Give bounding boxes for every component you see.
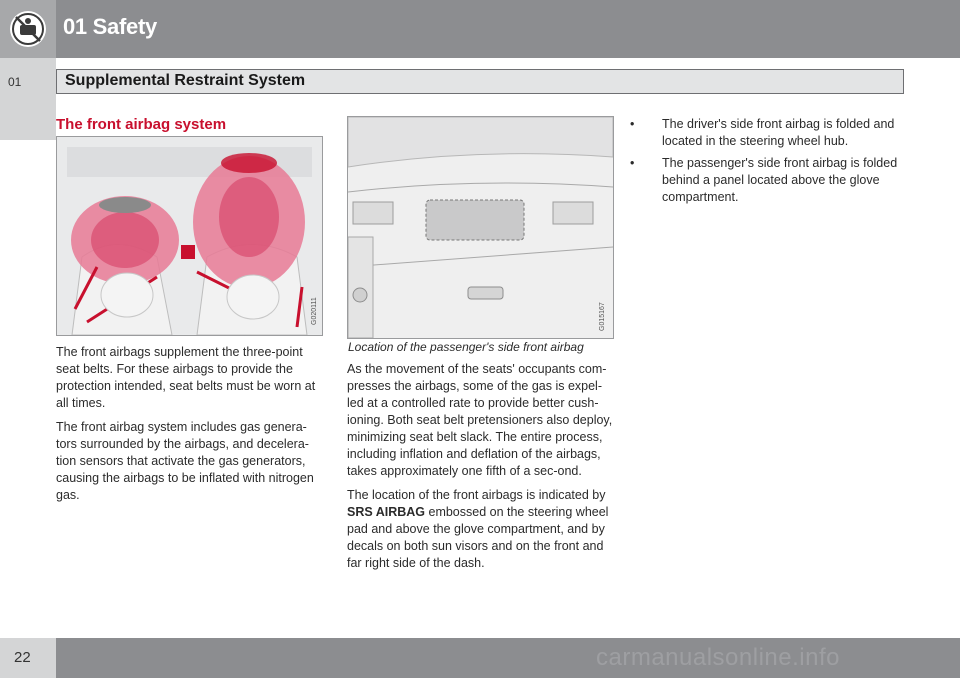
- airbag-illustration-drawing: [57, 137, 322, 335]
- paragraph: The front airbag system includes gas genera-tors surrounded by the airbags, and decelera-tion sensors that activate the gas generators, causing the airbags to be inflated with nitrogen gas.: [56, 420, 314, 502]
- list-item: [624, 155, 908, 206]
- dashboard-illustration: [347, 116, 614, 339]
- front-airbag-heading: The front airbag system: [56, 116, 227, 133]
- bullet-icon: •: [630, 156, 635, 170]
- section-title: Supplemental Restraint System: [65, 72, 306, 89]
- list-item: [624, 116, 908, 150]
- bullet-text: The driver's side front airbag is folded and located in the steering wheel hub.: [662, 117, 895, 148]
- side-tab: [0, 58, 56, 140]
- airbag-illustration: [56, 136, 323, 336]
- paragraph-text: The location of the front airbags is indicated by: [347, 488, 606, 502]
- chapter-icon-box: [0, 0, 56, 58]
- paragraph: [347, 487, 615, 572]
- bullet-text: The passenger's side front airbag is folded behind a panel located above the glove compartment.: [662, 156, 898, 204]
- page-number: 22: [14, 649, 31, 666]
- dashboard-illustration-drawing: [348, 117, 613, 338]
- section-header: [56, 69, 904, 94]
- figure-code: G015167: [599, 302, 606, 331]
- srs-airbag-term: SRS AIRBAG: [347, 505, 426, 519]
- side-tab-label: 01: [8, 75, 22, 89]
- bullet-list: [624, 116, 908, 211]
- middle-body-text: [347, 361, 615, 579]
- paragraph: As the movement of the seats' occupants com-presses the airbags, some of the gas is expel-led at a controlled rate to provide better cush-ioning. Both seat belt pretensioners also deploy, minimizing seat belt slack. The entire process, including inflation and deflation of the airbags, takes approximately one fifth of a sec-ond.: [347, 362, 613, 478]
- figure-code: G020111: [311, 297, 318, 325]
- no-child-seat-icon: [7, 8, 49, 50]
- paragraph-text: embossed on the steering wheel pad and above the glove compartment, and by decals on both sun visors and on the front and far right side of the dash.: [347, 505, 609, 570]
- page-number-box: [0, 638, 56, 678]
- paragraph: The front airbags supplement the three-point seat belts. For these airbags to provide the protection intended, seat belts must be worn at all times.: [56, 345, 316, 410]
- watermark: carmanualsonline.info: [596, 644, 840, 671]
- bullet-icon: •: [630, 117, 635, 131]
- figure-caption: Location of the passenger's side front airbag: [348, 340, 584, 354]
- chapter-title: 01 Safety: [63, 14, 157, 39]
- left-body-text: [56, 344, 324, 511]
